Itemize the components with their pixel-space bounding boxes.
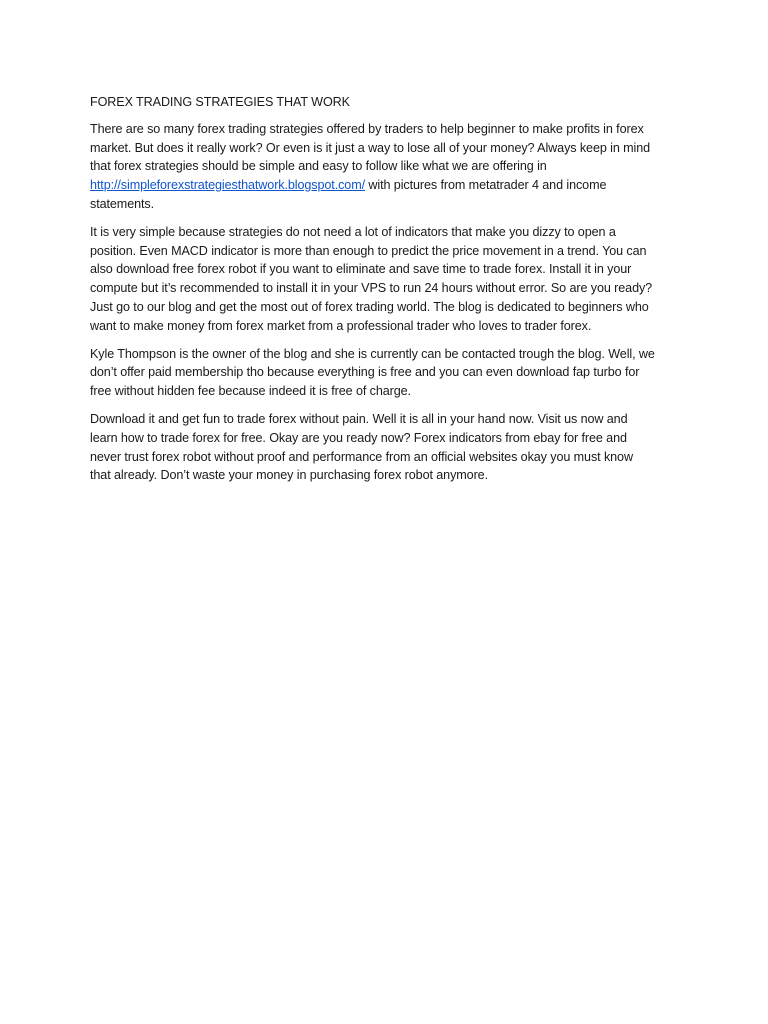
paragraph-3: [90, 345, 680, 401]
paragraph-line: that already. Don’t waste your money in purchasing forex robot anymore.: [90, 468, 488, 483]
paragraph-line: free without hidden fee because indeed it is free of charge.: [90, 384, 411, 399]
paragraph-line: that forex strategies should be simple and easy to follow like what we are offering in: [90, 159, 547, 174]
link-trailing-text: with pictures from metatrader 4 and income: [365, 178, 607, 193]
paragraph-2: [90, 223, 680, 336]
paragraph-line: don’t offer paid membership tho because everything is free and you can even download fap turbo for: [90, 365, 640, 380]
paragraph-line: Just go to our blog and get the most out of forex trading world. The blog is dedicated to beginners who: [90, 299, 649, 314]
paragraph-line: also download free forex robot if you want to eliminate and save time to trade forex. Install it in your: [90, 262, 632, 277]
paragraph-line-with-link: [90, 176, 680, 195]
paragraph-1: [90, 120, 680, 214]
paragraph-line: Kyle Thompson is the owner of the blog and she is currently can be contacted trough the blog. Well, we: [90, 346, 655, 361]
paragraph-line: It is very simple because strategies do not need a lot of indicators that make you dizzy to open a: [90, 224, 616, 239]
paragraph-line: compute but it’s recommended to install it in your VPS to run 24 hours without error. So are you ready?: [90, 281, 653, 296]
document-title: FOREX TRADING STRATEGIES THAT WORK: [90, 95, 350, 109]
document-body: [90, 93, 680, 494]
paragraph-line: position. Even MACD indicator is more than enough to predict the price movement in a trend. You can: [90, 243, 647, 258]
paragraph-line: never trust forex robot without proof and performance from an official websites okay you must know: [90, 449, 633, 464]
paragraph-line: market. But does it really work? Or even is it just a way to lose all of your money? Always keep in mind: [90, 140, 651, 155]
paragraph-4: [90, 410, 680, 485]
paragraph-line: statements.: [90, 196, 154, 211]
blog-link[interactable]: http://simpleforexstrategiesthatwork.blogspot.com/: [90, 178, 365, 193]
paragraph-line: learn how to trade forex for free. Okay are you ready now? Forex indicators from ebay for free and: [90, 430, 627, 445]
paragraph-line: want to make money from forex market from a professional trader who loves to trader forex.: [90, 318, 592, 333]
paragraph-line: There are so many forex trading strategies offered by traders to help beginner to make profits in forex: [90, 121, 644, 136]
paragraph-line: Download it and get fun to trade forex without pain. Well it is all in your hand now. Visit us now and: [90, 411, 628, 426]
